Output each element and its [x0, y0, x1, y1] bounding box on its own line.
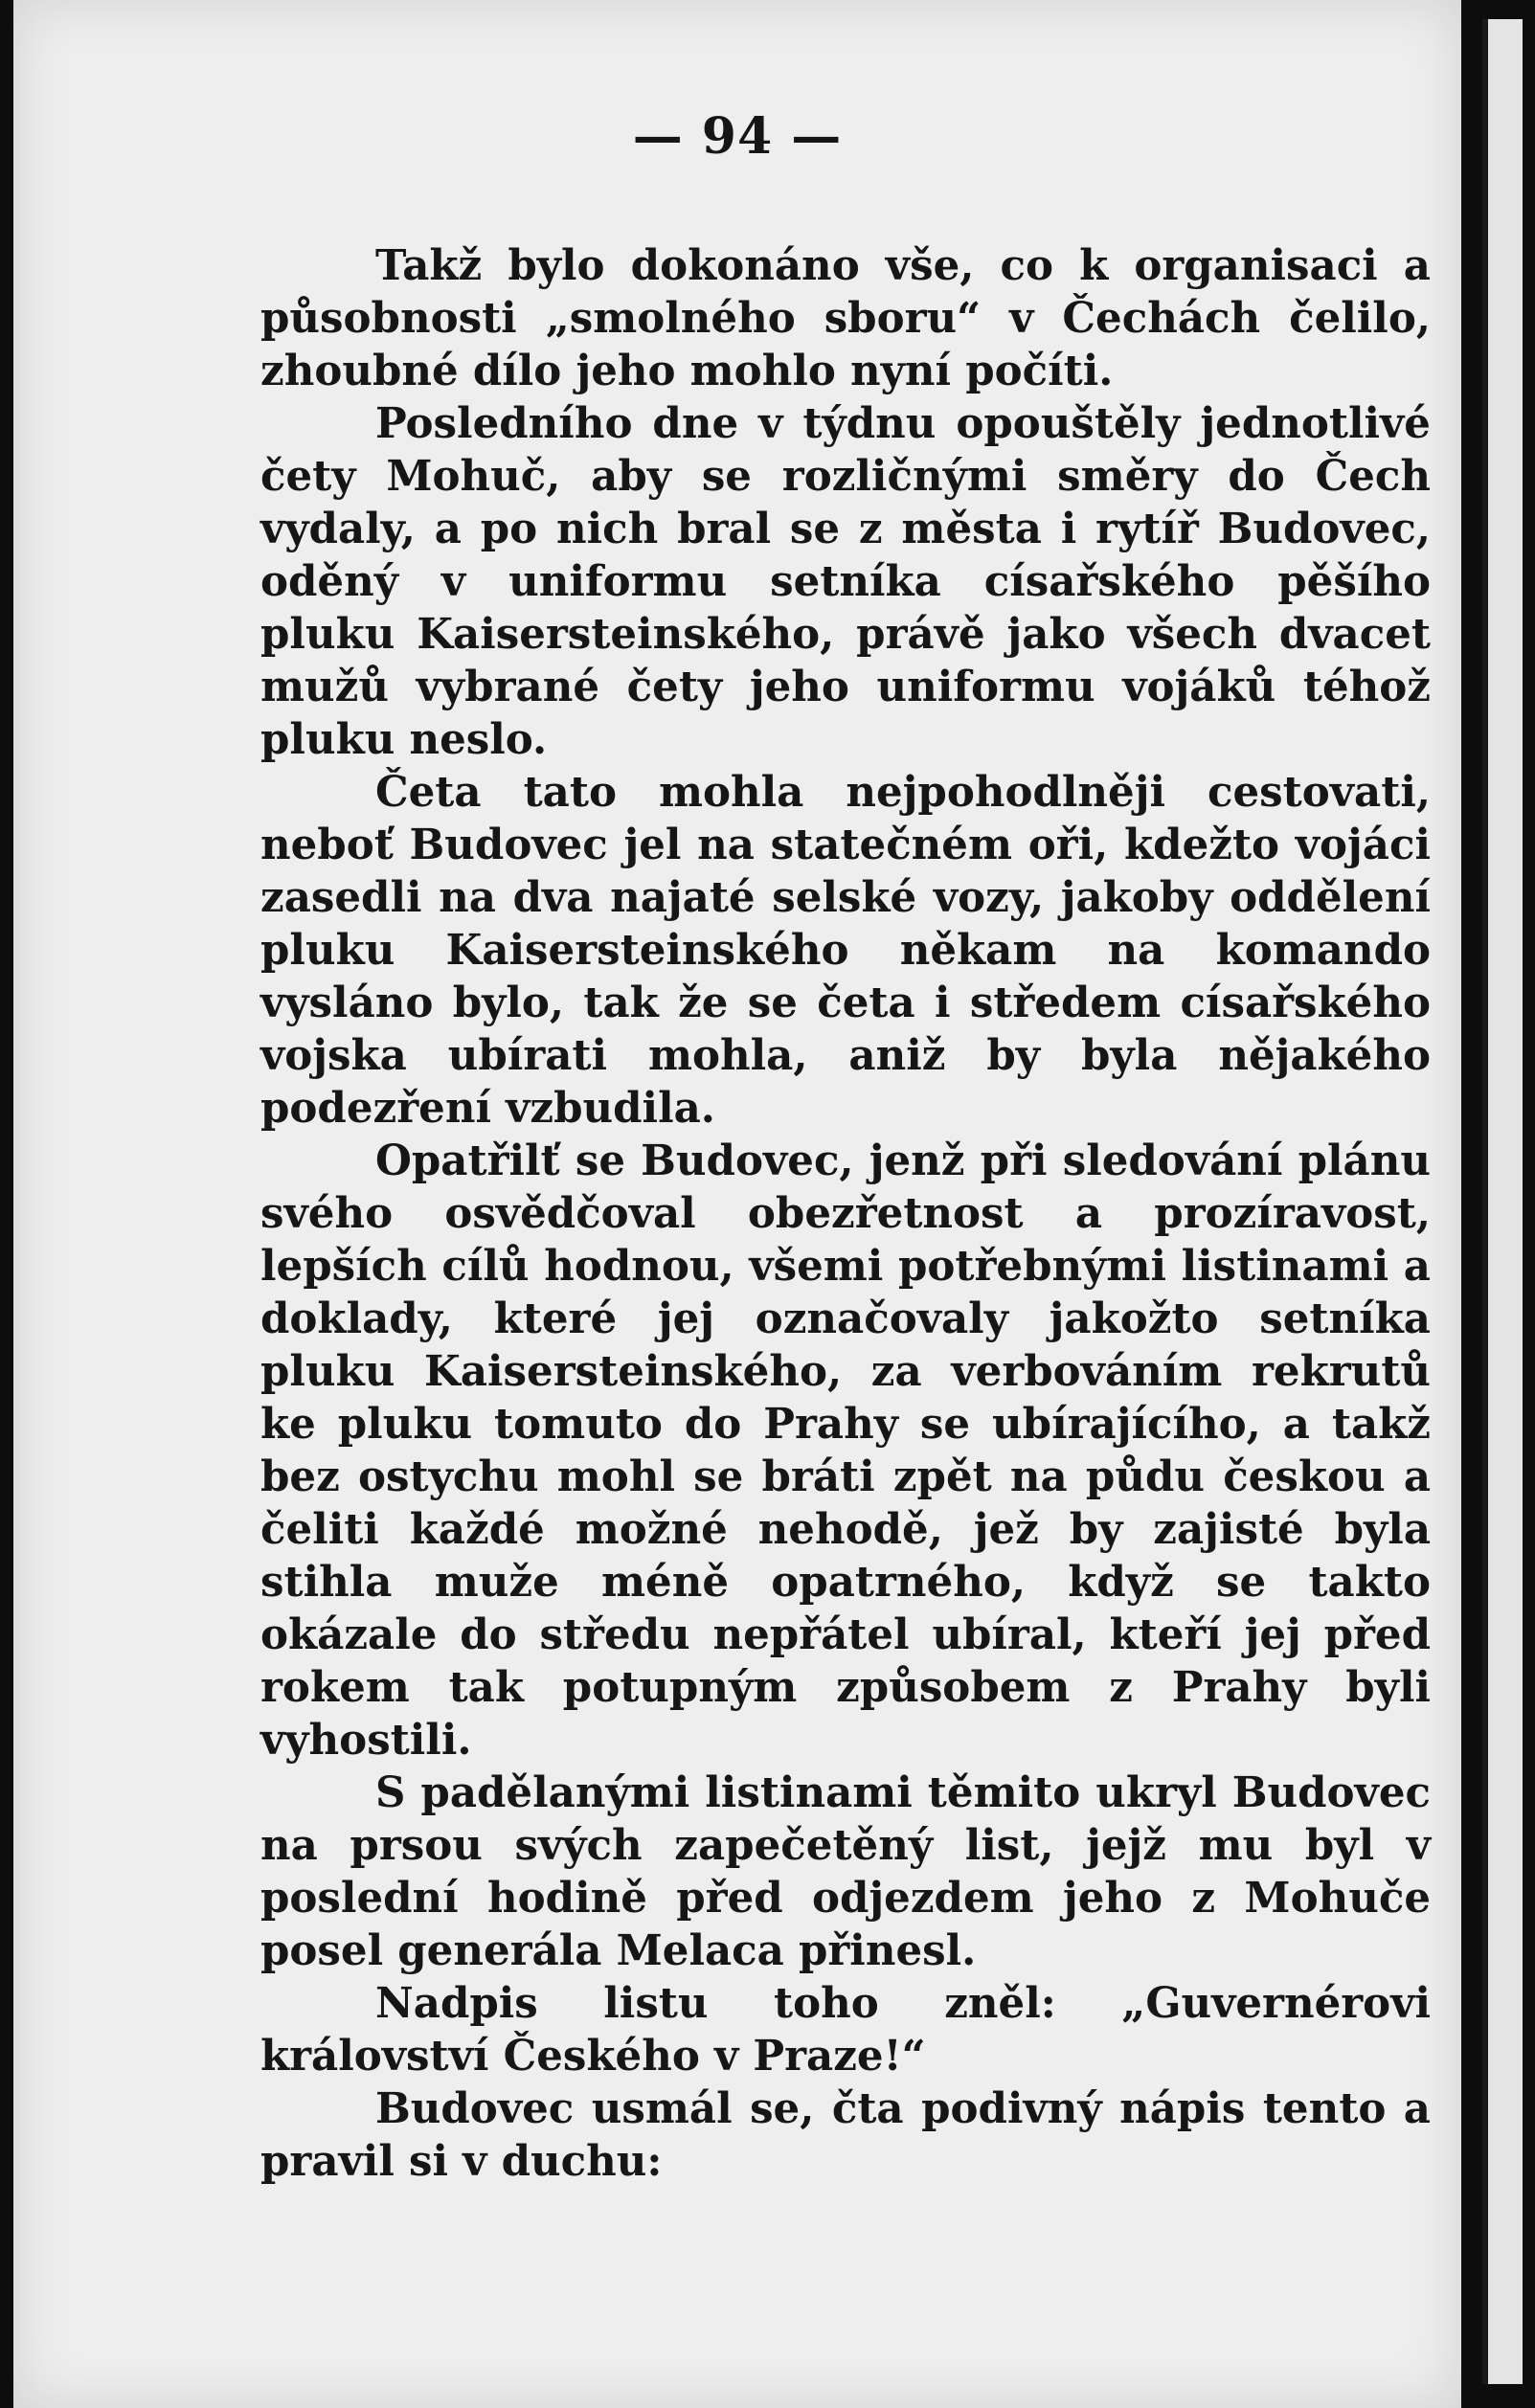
body-text: [260, 239, 1431, 2188]
paragraph: Opatřilť se Budovec, jenž při sledování plánu svého osvědčoval obezřetnost a prozíravost, lepších cílů hodnou, všemi potřebnými listinami a doklady, které jej označovaly jakožto setníka pluku Kaisersteinského, za verbováním rekrutů ke pluku tomuto do Prahy se ubírajícího, a takž bez ostychu mohl se bráti zpět na půdu českou a čeliti každé možné nehodě, jež by zajisté byla stihla muže méně opatrného, když se takto okázale do středu nepřátel ubíral, kteří jej před rokem tak potupným způsobem z Prahy byli vyhostili.: [260, 1136, 1431, 1765]
next-page-edge: [1482, 19, 1523, 2384]
paragraph: Četa tato mohla nejpohodlněji cestovati, neboť Budovec jel na statečném oři, kdežto vojáci zasedli na dva najaté selské vozy, jakoby oddělení pluku Kaisersteinského někam na komando vysláno bylo, tak že se četa i středem císařského vojska ubírati mohla, aniž by byla nějakého podezření vzbudila.: [260, 768, 1431, 1133]
paragraph: S padělanými listinami těmito ukryl Budovec na prsou svých zapečetěný list, jejž mu byl v poslední hodině před odjezdem jeho z Mohuče posel generála Melaca přinesl.: [260, 1768, 1431, 1975]
paragraph: Budovec usmál se, čta podivný nápis tento a pravil si v duchu:: [260, 2084, 1431, 2186]
paragraph: Posledního dne v týdnu opouštěly jednotlivé čety Mohuč, aby se rozličnými směry do Čech vydaly, a po nich bral se z města i rytíř Budovec, oděný v uniformu setníka císařského pěšího pluku Kaisersteinského, právě jako všech dvacet mužů vybrané čety jeho uniformu vojáků téhož pluku neslo.: [260, 399, 1431, 764]
page-number: — 94 —: [632, 107, 843, 166]
paragraph: Nadpis listu toho zněl: „Guvernérovi království Českého v Praze!“: [260, 1979, 1431, 2081]
paragraph: Takž bylo dokonáno vše, co k organisaci a působnosti „smolného sboru“ v Čechách čelilo, zhoubné dílo jeho mohlo nyní počíti.: [260, 241, 1431, 395]
book-page: [13, 0, 1461, 2408]
